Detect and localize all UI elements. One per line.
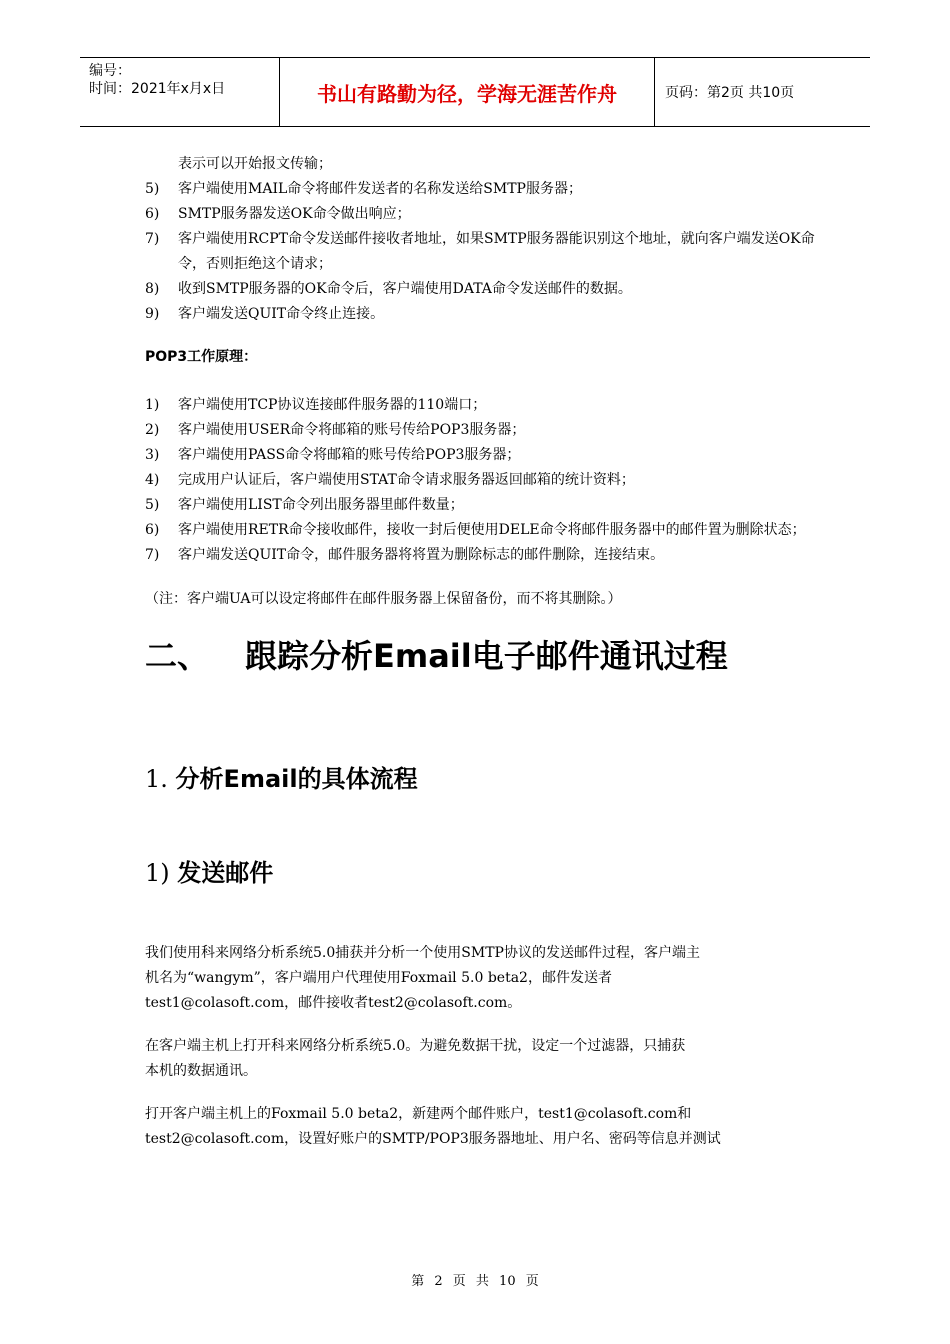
- paragraph-line: test2@colasoft.com，设置好账户的SMTP/POP3服务器地址、用户名、密码等信息并测试: [145, 1131, 721, 1147]
- list-item: 4) 完成用户认证后，客户端使用STAT命令请求服务器返回邮箱的统计资料；: [145, 472, 635, 488]
- subsubsection-title: 发送邮件: [177, 859, 274, 887]
- list-item: 7) 客户端发送QUIT命令，邮件服务器将将置为删除标志的邮件删除，连接结束。: [145, 547, 665, 563]
- paragraph-line: 我们使用科来网络分析系统5.0捕获并分析一个使用SMTP协议的发送邮件过程，客户端主: [145, 945, 700, 961]
- list-item: 8) 收到SMTP服务器的OK命令后，客户端使用DATA命令发送邮件的数据。: [145, 281, 632, 297]
- subsection-heading: [145, 761, 815, 797]
- paragraph-line: 机名为“wangym”，客户端用户代理使用Foxmail 5.0 beta2，邮件发送者: [145, 970, 612, 986]
- subsubsection-number: 1): [145, 859, 170, 887]
- paragraph-line: test1@colasoft.com，邮件接收者test2@colasoft.com。: [145, 995, 522, 1011]
- list-item: 5) 客户端使用LIST命令列出服务器里邮件数量；: [145, 497, 464, 513]
- paragraph-line: 打开客户端主机上的Foxmail 5.0 beta2，新建两个邮件账户，test1@colasoft.com和: [145, 1106, 692, 1122]
- number-label: 编号：: [89, 63, 131, 79]
- list-item: 6) 客户端使用RETR命令接收邮件，接收一封后便使用DELE命令将邮件服务器中的邮件置为删除状态；: [145, 522, 806, 538]
- subsubsection-heading: [145, 855, 815, 891]
- list-item: 6) SMTP服务器发送OK命令做出响应；: [145, 206, 411, 222]
- page-header: [80, 57, 870, 127]
- header-meta: [80, 58, 280, 126]
- paragraph-line: 本机的数据通讯。: [145, 1063, 257, 1079]
- pop3-title: POP3工作原理：: [145, 349, 258, 365]
- smtp-continued-line: 表示可以开始报文传输；: [178, 156, 332, 172]
- list-item: 9) 客户端发送QUIT命令终止连接。: [145, 306, 385, 322]
- page-footer: 第 2 页 共 10 页: [411, 1274, 539, 1289]
- list-item: 3) 客户端使用PASS命令将邮箱的账号传给POP3服务器；: [145, 447, 521, 463]
- list-item: 1) 客户端使用TCP协议连接邮件服务器的110端口；: [145, 397, 487, 413]
- list-item: 5) 客户端使用MAIL命令将邮件发送者的名称发送给SMTP服务器；: [145, 181, 582, 197]
- time-label: 时间：2021年x月x日: [89, 81, 226, 97]
- pop3-note: （注：客户端UA可以设定将邮件在邮件服务器上保留备份，而不将其删除。）: [145, 591, 622, 607]
- list-item: 2) 客户端使用USER命令将邮箱的账号传给POP3服务器；: [145, 422, 526, 438]
- list-item: 7) 客户端使用RCPT命令发送邮件接收者地址，如果SMTP服务器能识别这个地址，就向客户端发送OK命令，否则拒绝这个请求；: [145, 231, 815, 272]
- section-number: 二、: [145, 637, 210, 675]
- paragraph: [145, 1102, 815, 1152]
- paragraph: [145, 1034, 815, 1084]
- document-body: [145, 152, 815, 1152]
- section-title: 跟踪分析Email电子邮件通讯过程: [245, 637, 728, 675]
- pop3-list: [145, 393, 815, 568]
- section-heading: [145, 634, 815, 678]
- paragraph-line: 在客户端主机上打开科来网络分析系统5.0。为避免数据干扰，设定一个过滤器，只捕获: [145, 1038, 686, 1054]
- page-info: 页码：第2页 共10页: [665, 85, 795, 101]
- paragraph: [145, 941, 815, 1016]
- motto: 书山有路勤为径，学海无涯苦作舟: [280, 58, 655, 126]
- subsection-number: 1.: [145, 765, 168, 793]
- subsection-title: 分析Email的具体流程: [175, 765, 418, 793]
